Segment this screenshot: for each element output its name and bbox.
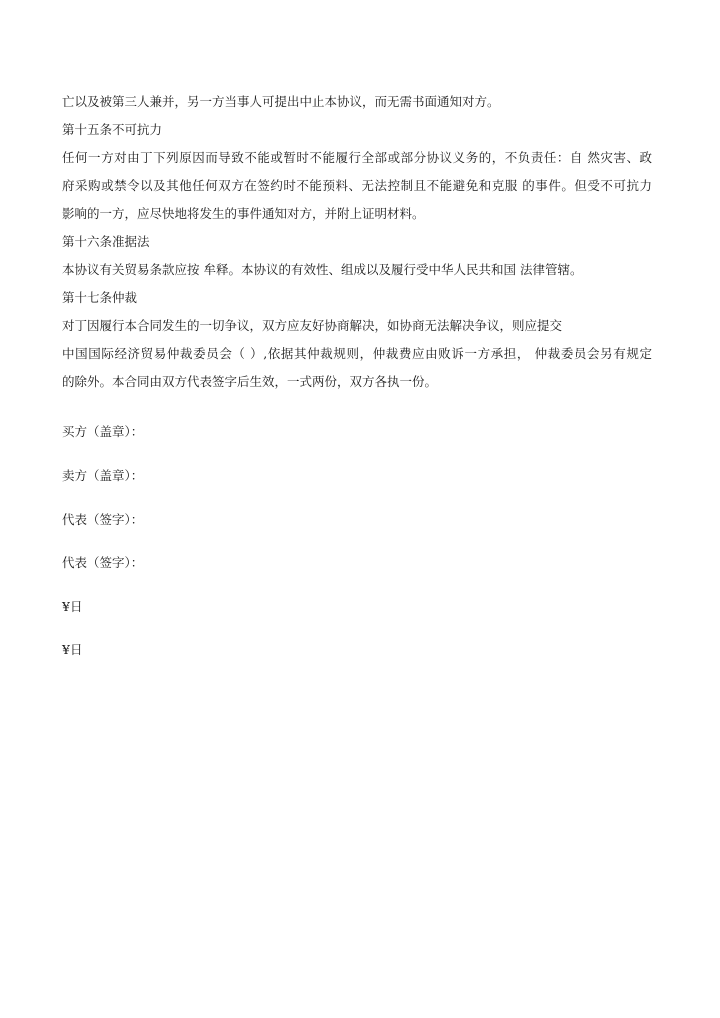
- contract-body: [62, 88, 652, 396]
- date-label: ¥日: [62, 642, 83, 657]
- clause-text-line: 府采购或禁令以及其他任何双方在签约时不能预料、无法控制且不能避免和克服 的事件。但受不可抗力: [62, 178, 652, 193]
- representative-signature-label: 代表（签字）：: [62, 512, 144, 527]
- clause-text-line: 亡以及被第三人兼并，另一方当事人可提出中止本协议，而无需书面通知对方。: [62, 94, 500, 109]
- clause-text-line: 影响的一方，应尽快地将发生的事件通知对方，并附上证明材料。: [62, 206, 425, 221]
- clause-text-line: 对丁因履行本合同发生的一切争议，双方应友好协商解决，如协商无法解决争议，则应提交: [62, 318, 563, 333]
- article-15-heading: 第十五条不可抗力: [62, 122, 163, 137]
- clause-text-line: 任何一方对由丁下列原因而导致不能或暂时不能履行全部或部分协议义务的，不负责任：自 然灾害、政: [62, 150, 652, 165]
- seller-seal-label: 卖方（盖章）：: [62, 468, 144, 483]
- article-16-heading: 第十六条准据法: [62, 234, 150, 249]
- article-17-heading: 第十七条仲裁: [62, 290, 138, 305]
- clause-text-line: 的除外。本合同由双方代表签字后生效，一式两份，双方各执一份。: [62, 374, 438, 389]
- clause-text-line: 中国国际经济贸易仲裁委员会（ ）,依据其仲裁规则，仲裁费应由败诉一方承担， 仲裁委员会另有规定: [62, 346, 652, 361]
- buyer-seal-label: 买方（盖章）：: [62, 424, 144, 439]
- date-label: ¥日: [62, 599, 83, 614]
- clause-text-line: 本协议有关贸易条款应按 牟释。本协议的有效性、组成以及履行受中华人民共和国 法律管辖。: [62, 262, 583, 277]
- representative-signature-label: 代表（签字）：: [62, 555, 144, 570]
